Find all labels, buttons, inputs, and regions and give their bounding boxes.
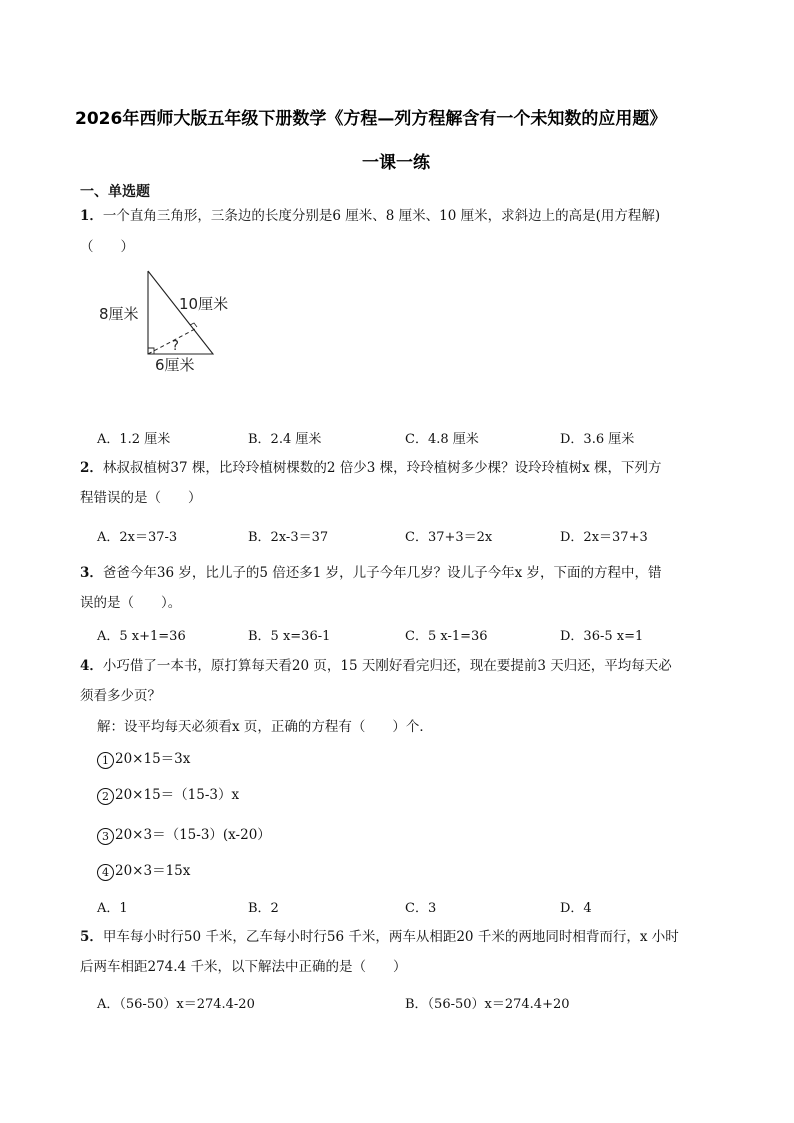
q3-option-c: C．5 x-1=36 bbox=[405, 629, 488, 644]
triangle-leg-label: 8厘米 bbox=[99, 305, 139, 323]
circled-number-4: 4 bbox=[97, 864, 114, 881]
q1-option-d: D．3.6 厘米 bbox=[560, 432, 635, 447]
question-2-number: 2． bbox=[80, 460, 103, 476]
document-subtitle: 一课一练 bbox=[362, 153, 430, 173]
q4-option-c: C．3 bbox=[405, 901, 437, 916]
question-5-text: 甲车每小时行50 千米，乙车每小时行56 千米，两车从相距20 千米的两地同时相背而行，x 小时 bbox=[102, 929, 679, 945]
q4-option-b: B．2 bbox=[248, 901, 279, 916]
question-3-line1 bbox=[80, 563, 662, 583]
triangle-base-label: 6厘米 bbox=[155, 356, 195, 374]
question-4-text: 小巧借了一本书，原打算每天看20 页，15 天刚好看完归还，现在要提前3 天归还，平均每天必 bbox=[102, 658, 672, 674]
question-2-text: 林叔叔植树37 棵，比玲玲植树棵数的2 倍少3 棵，玲玲植树多少棵？设玲玲植树x 棵，下列方 bbox=[102, 460, 662, 476]
equation-item-3 bbox=[97, 825, 271, 845]
equation-text-1: 20×15＝3x bbox=[115, 751, 191, 767]
equation-text-4: 20×3＝15x bbox=[115, 863, 191, 879]
equation-text-3: 20×3＝（15-3）(x-20） bbox=[115, 827, 271, 843]
question-4-line2: 须看多少页？ bbox=[80, 688, 161, 704]
q1-option-c: C．4.8 厘米 bbox=[405, 432, 479, 447]
question-5-line2: 后两车相距274.4 千米，以下解法中正确的是（ ） bbox=[80, 959, 407, 975]
q2-option-a: A．2x＝37-3 bbox=[97, 530, 178, 545]
question-3-number: 3． bbox=[80, 565, 103, 581]
equation-item-4 bbox=[97, 861, 190, 881]
question-4-number: 4． bbox=[80, 658, 103, 674]
question-2-line2: 程错误的是（ ） bbox=[80, 490, 202, 506]
question-3-line2: 误的是（ ）。 bbox=[80, 595, 182, 611]
section-heading: 一、单选题 bbox=[80, 184, 150, 200]
question-2-line1 bbox=[80, 458, 662, 478]
circled-number-3: 3 bbox=[97, 828, 114, 845]
equation-item-1 bbox=[97, 749, 190, 769]
question-5-line1 bbox=[80, 927, 679, 947]
q2-option-b: B．2x-3＝37 bbox=[248, 530, 329, 545]
triangle-hypotenuse-label: 10厘米 bbox=[179, 295, 229, 313]
q1-option-a: A．1.2 厘米 bbox=[97, 432, 171, 447]
q3-option-a: A．5 x+1=36 bbox=[97, 629, 186, 644]
right-triangle-figure bbox=[95, 262, 255, 380]
question-1-text: 一个直角三角形，三条边的长度分别是6 厘米、8 厘米、10 厘米，求斜边上的高是(用方程解) bbox=[102, 208, 661, 224]
question-1-line1 bbox=[80, 206, 660, 226]
q2-option-d: D．2x＝37+3 bbox=[560, 530, 648, 545]
question-4-line1 bbox=[80, 656, 672, 676]
document-title: 2026年西师大版五年级下册数学《方程—列方程解含有一个未知数的应用题》 bbox=[75, 109, 667, 129]
triangle-height-unknown: ? bbox=[172, 339, 179, 354]
q5-option-b: B．（56-50）x＝274.4+20 bbox=[405, 997, 570, 1012]
q4-option-a: A．1 bbox=[97, 901, 128, 916]
question-3-text: 爸爸今年36 岁，比儿子的5 倍还多1 岁，儿子今年几岁？设儿子今年x 岁，下面的方程中，错 bbox=[102, 565, 662, 581]
question-1-number: 1． bbox=[80, 208, 103, 224]
q3-option-d: D．36-5 x=1 bbox=[560, 629, 644, 644]
circled-number-1: 1 bbox=[97, 752, 114, 769]
equation-item-2 bbox=[97, 785, 239, 805]
q1-option-b: B．2.4 厘米 bbox=[248, 432, 322, 447]
equation-text-2: 20×15＝（15-3）x bbox=[115, 787, 240, 803]
question-5-number: 5． bbox=[80, 929, 103, 945]
question-4-solve: 解：设平均每天必须看x 页，正确的方程有（ ）个． bbox=[97, 719, 433, 735]
q2-option-c: C．37+3＝2x bbox=[405, 530, 493, 545]
q5-option-a: A．（56-50）x＝274.4-20 bbox=[97, 997, 255, 1012]
circled-number-2: 2 bbox=[97, 788, 114, 805]
q4-option-d: D．4 bbox=[560, 901, 592, 916]
q3-option-b: B．5 x=36-1 bbox=[248, 629, 331, 644]
question-1-bracket: （ ） bbox=[80, 239, 134, 255]
